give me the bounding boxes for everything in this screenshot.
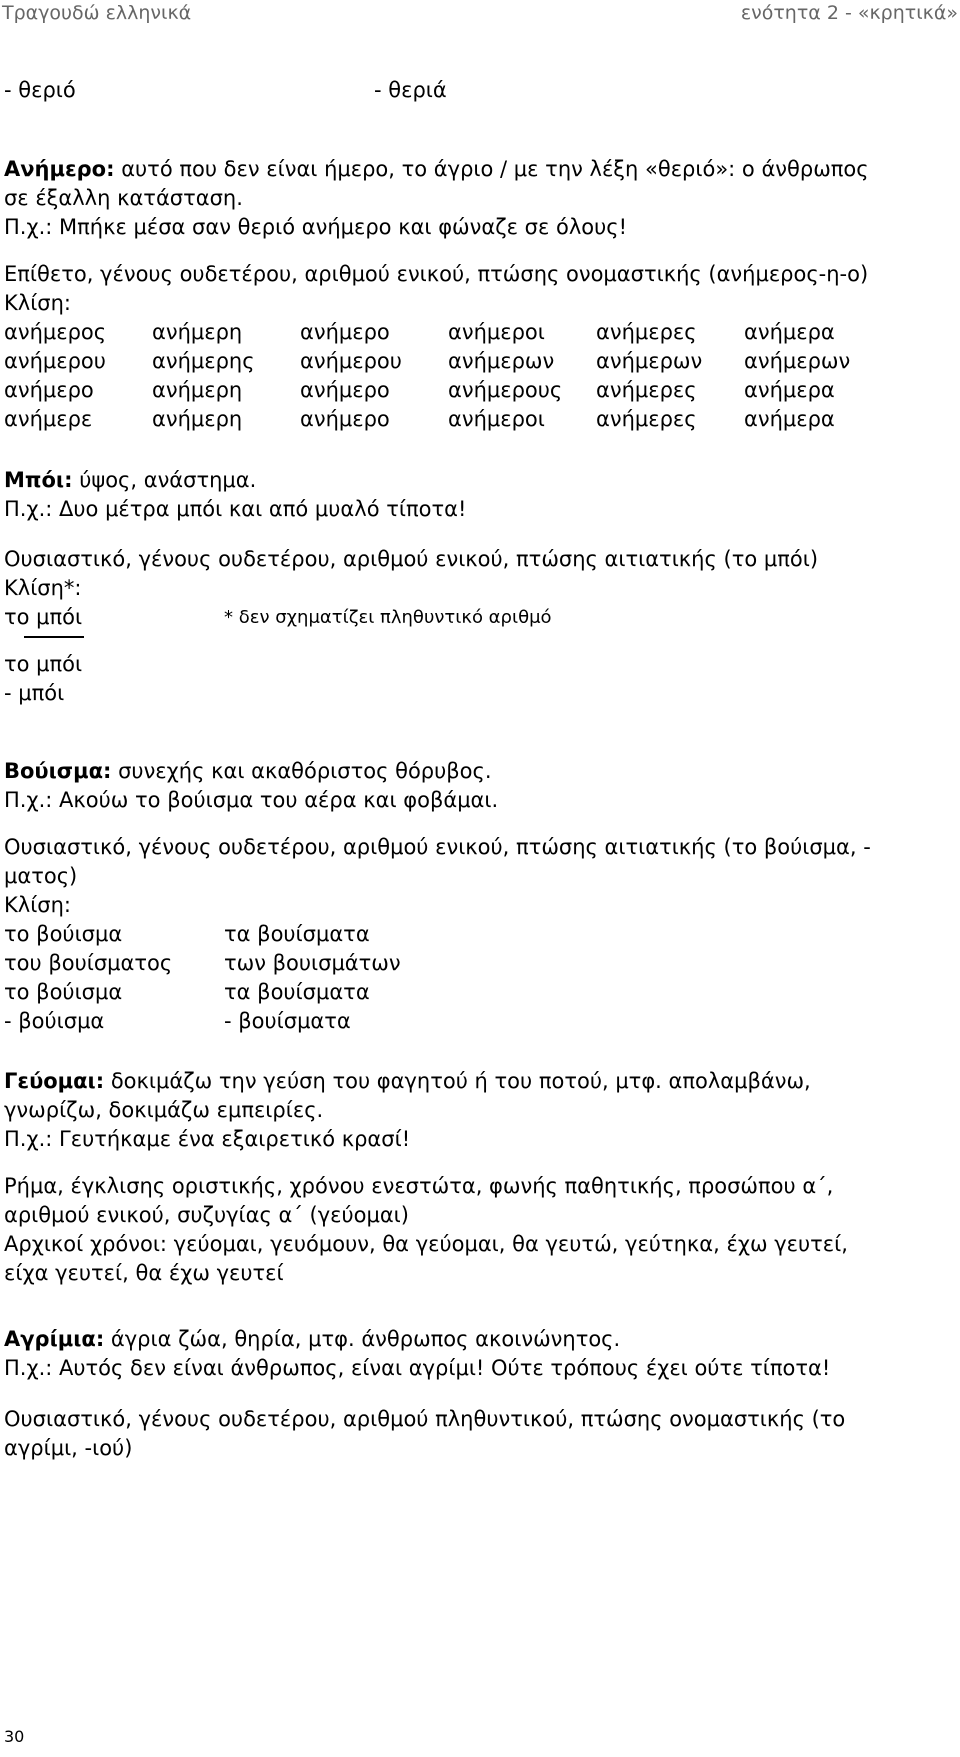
grammar-anhmero <box>4 260 950 434</box>
table-cell: ανήμεροι <box>448 407 545 431</box>
table-cell: ανήμερων <box>448 349 555 373</box>
table-cell: το μπόι <box>4 605 83 629</box>
grammar-vouisma <box>4 833 950 1036</box>
grammar-description: Ουσιαστικό, γένους ουδετέρου, αριθμού πληθυντικού, πτώσης ονομαστικής (το <box>4 1407 846 1431</box>
declension-table <box>4 920 950 1036</box>
table-cell: το μπόι <box>4 652 83 676</box>
table-cell: τα βουίσματα <box>224 980 370 1004</box>
entry-definition: αυτό που δεν είναι ήμερο, το άγριο / με την λέξη «θεριό»: ο άνθρωπος <box>114 157 869 181</box>
entry-example: Π.χ.: Ακούω το βούισμα του αέρα και φοβάμαι. <box>4 788 499 812</box>
table-row <box>4 405 950 434</box>
table-cell: - μπόι <box>4 681 65 705</box>
page-header <box>2 0 958 26</box>
entry-term: Μπόι: <box>4 468 73 492</box>
table-cell: ανήμερα <box>744 378 835 402</box>
table-cell: ανήμερου <box>300 349 402 373</box>
klisi-label: Κλίση*: <box>4 576 82 600</box>
grammar-gevomai <box>4 1172 950 1288</box>
grammar-description-cont: ματος) <box>4 864 78 888</box>
entry-gevomai <box>4 1067 950 1154</box>
table-cell: ανήμερο <box>300 320 390 344</box>
klisi-label: Κλίση: <box>4 291 71 315</box>
table-cell: ανήμεροι <box>448 320 545 344</box>
table-cell: ανήμερα <box>744 320 835 344</box>
entry-agrimia <box>4 1325 950 1383</box>
table-cell: ανήμερων <box>596 349 703 373</box>
header-book-title: Τραγουδώ ελληνικά <box>2 2 192 24</box>
declension-table <box>4 318 950 434</box>
entry-definition-cont: γνωρίζω, δοκιμάζω εμπειρίες. <box>4 1098 324 1122</box>
table-row <box>4 1007 950 1036</box>
top-word-pair <box>4 76 950 105</box>
table-cell: ανήμερο <box>4 378 94 402</box>
entry-definition: δοκιμάζω την γεύση του φαγητού ή του ποτού, μτφ. απολαμβάνω, <box>104 1069 811 1093</box>
table-cell: ανήμερη <box>152 320 243 344</box>
table-cell: - βούισμα <box>4 1009 105 1033</box>
entry-term: Γεύομαι: <box>4 1069 105 1093</box>
table-cell: το βούισμα <box>4 922 123 946</box>
table-cell: ανήμερες <box>596 407 697 431</box>
table-cell: ανήμερος <box>4 320 107 344</box>
klisi-label: Κλίση: <box>4 893 71 917</box>
table-cell: ανήμερων <box>744 349 851 373</box>
grammar-agrimia <box>4 1405 950 1463</box>
entry-anhmero <box>4 155 950 242</box>
table-cell: τα βουίσματα <box>224 922 370 946</box>
header-unit-title: ενότητα 2 - «κρητικά» <box>740 2 958 24</box>
no-plural-note: * δεν σχηματίζει πληθυντικό αριθμό <box>224 607 552 628</box>
entry-definition: άγρια ζώα, θηρία, μτφ. άνθρωπος ακοινώνητος. <box>104 1327 621 1351</box>
principal-tenses-cont: είχα γευτεί, θα έχω γευτεί <box>4 1261 284 1285</box>
table-row <box>4 949 950 978</box>
table-cell: το βούισμα <box>4 980 123 1004</box>
grammar-mpoi <box>4 545 950 632</box>
word-plural: - θεριά <box>374 78 447 102</box>
entry-term: Ανήμερο: <box>4 157 115 181</box>
entry-definition-cont: σε έξαλλη κατάσταση. <box>4 186 243 210</box>
entry-definition: συνεχής και ακαθόριστος θόρυβος. <box>111 759 492 783</box>
table-row <box>4 920 950 949</box>
table-cell: ανήμερης <box>152 349 255 373</box>
table-row <box>4 978 950 1007</box>
mpoi-forms <box>4 650 950 708</box>
table-cell: ανήμερο <box>300 378 390 402</box>
table-cell: ανήμερη <box>152 407 243 431</box>
table-cell: ανήμερες <box>596 320 697 344</box>
grammar-description-cont: αγρίμι, -ιού) <box>4 1436 133 1460</box>
table-row <box>4 347 950 376</box>
grammar-description: Επίθετο, γένους ουδετέρου, αριθμού ενικού, πτώσης ονομαστικής (ανήμερος-η-ο) <box>4 262 869 286</box>
word-singular: - θεριό <box>4 78 76 102</box>
table-row <box>4 376 950 405</box>
principal-tenses: Αρχικοί χρόνοι: γεύομαι, γευόμουν, θα γεύομαι, θα γευτώ, γεύτηκα, έχω γευτεί, <box>4 1232 848 1256</box>
entry-term: Βούισμα: <box>4 759 112 783</box>
entry-vouisma <box>4 757 950 815</box>
grammar-description-cont: αριθμού ενικού, συζυγίας α΄ (γεύομαι) <box>4 1203 409 1227</box>
table-cell: των βουισμάτων <box>224 951 401 975</box>
divider <box>24 636 84 638</box>
table-cell: ανήμερη <box>152 378 243 402</box>
table-cell: - βουίσματα <box>224 1009 351 1033</box>
grammar-description: Ουσιαστικό, γένους ουδετέρου, αριθμού ενικού, πτώσης αιτιατικής (το βούισμα, - <box>4 835 871 859</box>
entry-example: Π.χ.: Μπήκε μέσα σαν θεριό ανήμερο και φώναζε σε όλους! <box>4 215 628 239</box>
entry-mpoi <box>4 466 950 524</box>
entry-example: Π.χ.: Δυο μέτρα μπόι και από μυαλό τίποτα! <box>4 497 467 521</box>
entry-example: Π.χ.: Γευτήκαμε ένα εξαιρετικό κρασί! <box>4 1127 411 1151</box>
table-cell: ανήμερα <box>744 407 835 431</box>
grammar-description: Ουσιαστικό, γένους ουδετέρου, αριθμού ενικού, πτώσης αιτιατικής (το μπόι) <box>4 547 819 571</box>
entry-term: Αγρίμια: <box>4 1327 105 1351</box>
entry-example: Π.χ.: Αυτός δεν είναι άνθρωπος, είναι αγρίμι! Ούτε τρόπους έχει ούτε τίποτα! <box>4 1356 831 1380</box>
entry-definition: ύψος, ανάστημα. <box>72 468 257 492</box>
table-row <box>4 603 950 632</box>
table-cell: ανήμερους <box>448 378 563 402</box>
page-number: 30 <box>4 1727 25 1746</box>
table-row <box>4 318 950 347</box>
table-cell: του βουίσματος <box>4 951 173 975</box>
table-cell: ανήμερου <box>4 349 106 373</box>
table-cell: ανήμερο <box>300 407 390 431</box>
table-cell: ανήμερε <box>4 407 93 431</box>
grammar-description: Ρήμα, έγκλισης οριστικής, χρόνου ενεστώτα, φωνής παθητικής, προσώπου α΄, <box>4 1174 834 1198</box>
table-cell: ανήμερες <box>596 378 697 402</box>
